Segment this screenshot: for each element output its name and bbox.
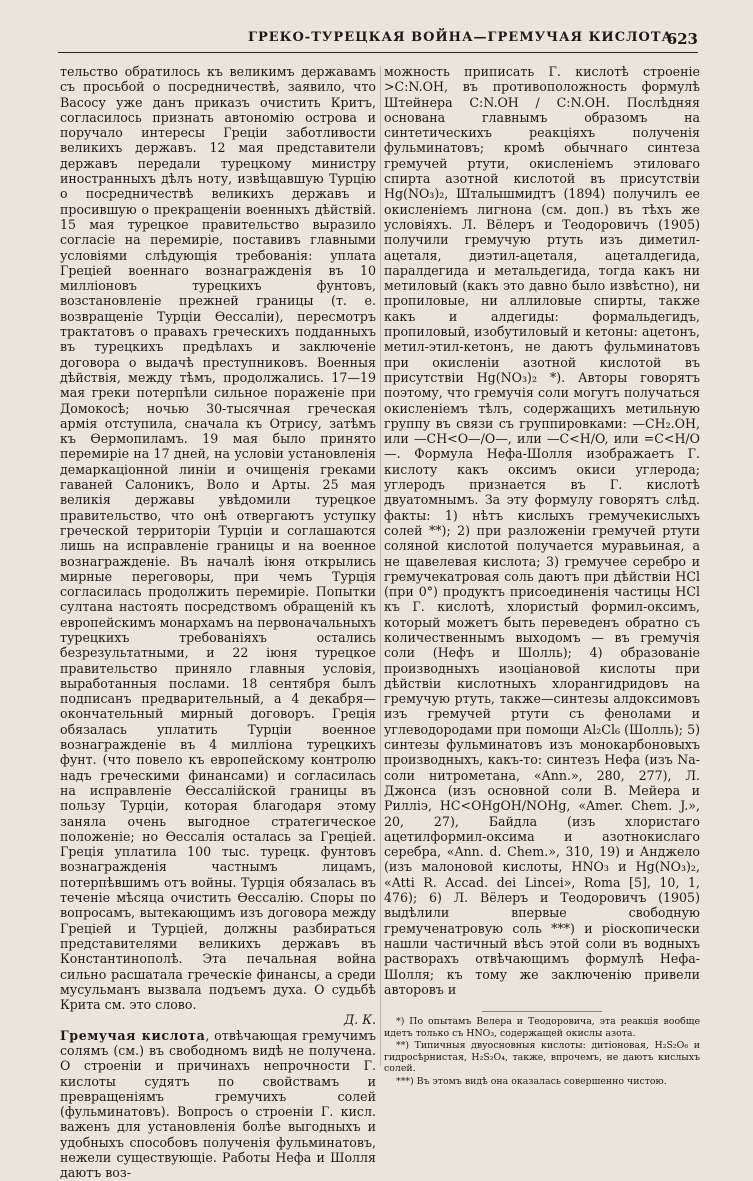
running-title: ГРЕКО-ТУРЕЦКАЯ ВОЙНА—ГРЕМУЧАЯ КИСЛОТА — [248, 30, 674, 45]
footnote: **) Типичныя двуосновныя кислоты: дитіоновая, H₂S₂O₆ и гидросѣрнистая, H₂S₂O₄, также, впрочемъ, не даютъ кислыхъ солей. — [384, 1040, 700, 1075]
footnote: ***) Въ этомъ видѣ она оказалась совершенно чистою. — [396, 1076, 667, 1088]
article-text-fulminic-acid-continued: можность приписать Г. кислотѣ строеніе >C:N.OH, въ противоположность формулѣ Штейнера C:N.OH / C:N.OH. Послѣдняя основана главнымъ образомъ на синтетическихъ реакціяхъ полученія фульминатовъ; кромѣ обычнаго синтеза гремучей ртути, окисленіемъ этиловаго спирта азотной кислотой въ присутствіи Hg(NO₃)₂, Шталышмидтъ (1894) получилъ ее окисленіемъ лигнона (см. доп.) въ тѣхъ же условіяхъ. Л. Вёлеръ и Теодоровичъ (1905) получили гремучую ртуть изъ диметил-ацеталя, диэтил-ацеталя, ацеталдегида, паралдегида и метальдегида, тогда какъ ни метиловый (какъ это давно было извѣстно), ни пропиловые, ни аллиловые спирты, также какъ и алдегиды: формальдегидъ, пропиловый, изобутиловый и кетоны: ацетонъ, метил-этил-кетонъ, не даютъ фульминатовъ при окисленіи азотной кислотой въ присутствіи Hg(NO₃)₂ *). Авторы говорятъ поэтому, что гремучія соли могутъ получаться окисленіемъ тѣлъ, содержащихъ метильную группу въ связи съ группировками: —CH₂.OH, или —CH<O—/O—, или —C<H/O, или =C<H/O—. Формула Нефа-Шолля изображаетъ Г. кислоту какъ оксимъ окиси углерода; углеродъ признается въ Г. кислотѣ двуатомнымъ. За эту формулу говорятъ слѣд. факты: 1) нѣтъ кислыхъ гремучекислыхъ солей **); 2) при разложеніи гремучей ртути соляной кислотой получается муравьиная, а не щавелевая кислота; 3) гремучее серебро и гремучекатровая соль даютъ при дѣйствіи HCl (при 0°) продуктъ присоединенія частицы HCl къ Г. кислотѣ, хлористый формил-оксимъ, который можетъ быть переведенъ обратно съ количественнымъ выходомъ — въ гремучія соли (Нефъ и Шолль); 4) образованіе производныхъ изоціановой кислоты при дѣйствіи кислотныхъ хлорангидридовъ на гремучую ртуть, также—синтезы алдоксимовъ изъ гремучей ртути съ фенолами и углеводородами при помощи Al₂Cl₆ (Шолль); 5) синтезы фульминатовъ изъ монокарбоновыхъ производныхъ, какъ-то: синтезъ Нефа (изъ Na-соли нитрометана, «Ann.», 280, 277), Л. Джонса (изъ основной соли В. Мейера и Рилліэ, HC<OHgOH/NOHg, «Amer. Chem. J.», 20, 27), Байдла (изъ хлористаго ацетилформил-оксима и азотнокислаго серебра, «Ann. d. Chem.», 310, 19) и Анджело (изъ малоновой кислоты, HNO₃ и Hg(NO₃)₂, «Atti R. Accad. dei Lincei», Roma [5], 10, 1, 476); 6) Л. Вёлеръ и Теодоровичъ (1905) выдѣлили впервые свободную гремученатровую соль ***) и ріоскопически нашли частичный вѣсъ этой соли въ водныхъ растворахъ отвѣчающимъ формулѣ Нефа-Шолля; къ тому же заключенію привели авторовъ и — [384, 64, 700, 997]
page-header — [58, 30, 698, 50]
article-title: Гремучая кислота — [60, 1027, 206, 1043]
left-column — [60, 64, 376, 1181]
article-text-fulminic-acid-start: , отвѣчающая гремучимъ солямъ (см.) въ свободномъ видѣ не получена. О строеніи и причинахъ непрочности Г. кислоты судятъ по свойствамъ и превращеніямъ гремучихъ солей (фульминатовъ). Вопросъ о строеніи Г. кисл. важенъ для установленія болѣе выгодныхъ и удобныхъ способовъ полученія фульминатовъ, нежели существующіе. Работы Нефа и Шолля даютъ воз- — [60, 1027, 376, 1181]
page-number: 623 — [666, 30, 698, 48]
author-signature: Д. К. — [344, 1012, 376, 1028]
footnote-rule — [482, 1011, 602, 1012]
header-rule — [58, 52, 698, 53]
column-divider — [380, 66, 381, 1066]
article-text-greco-turkish-war: тельство обратилось къ великимъ державамъ съ просьбой о посредничествѣ, заявило, что Васосу уже данъ приказъ очистить Критъ, согласилось признать автономію острова и поручало интересы Греціи заботливости великихъ державъ. 12 мая представители державъ передали турецкому министру иностранныхъ дѣлъ ноту, извѣщавшую Турцію о посредничествѣ великихъ державъ и просившую о прекращеніи военныхъ дѣйствій. 15 мая турецкое правительство выразило согласіе на перемиріе, поставивъ главными условіями слѣдующія требованія: уплата Греціей военнаго вознагражденія въ 10 милліоновъ турецкихъ фунтовъ, возстановленіе прежней границы (т. е. возвращеніе Турціи Ѳессаліи), пересмотръ трактатовъ о правахъ греческихъ подданныхъ въ турецкихъ предѣлахъ и заключеніе договора о выдачѣ преступниковъ. Военныя дѣйствія, между тѣмъ, продолжались. 17—19 мая греки потерпѣли сильное пораженіе при Домокосѣ; ночью 30-тысячная греческая армія отступила, сначала къ Отрису, затѣмъ къ Ѳермопиламъ. 19 мая было принято перемиріе на 17 дней, на условіи установленія демаркаціонной линіи и очищенія греками гаваней Салоникъ, Воло и Арты. 25 мая великія державы увѣдомили турецкое правительство, что онѣ отвергаютъ уступку греческой территоріи Турціи и соглашаются лишь на исправленіе границы и на военное вознагражденіе. Въ началѣ іюня открылись мирные переговоры, при чемъ Турція согласилась продолжить перемиріе. Попытки султана настоять посредствомъ обращеній къ европейскимъ монархамъ на первоначальныхъ турецкихъ требованіяхъ остались безрезультатными, и 22 іюня турецкое правительство приняло главныя условія, выработанныя послами. 18 сентября былъ подписанъ предварительный, а 4 декабря—окончательный мирный договоръ. Греція обязалась уплатить Турціи военное вознагражденіе въ 4 милліона турецкихъ фунт. (что повело къ европейскому контролю надъ греческими финансами) и согласилась на исправленіе Ѳессалійской границы въ пользу Турціи, которая благодаря этому заняла очень выгодное стратегическое положеніе; но Ѳессалія осталась за Греціей. Греція уплатила 100 тыс. турецк. фунтовъ вознагражденія частнымъ лицамъ, потерпѣвшимъ отъ войны. Турція обязалась въ теченіе мѣсяца очистить Ѳессалію. Споры по вопросамъ, вытекающимъ изъ договора между Греціей и Турціей, должны разбираться представителями великихъ державъ въ Константинополѣ. Эта печальная война сильно расшатала греческіе финансы, а среди мусульманъ вызвала подъемъ духа. О судьбѣ Крита см. это слово. — [60, 64, 376, 1013]
right-column — [384, 64, 700, 1088]
footnote: *) По опытамъ Велера и Теодоровича, эта реакція вообще идетъ только съ HNO₃, содержащей окислы азота. — [384, 1016, 700, 1039]
footnotes — [384, 1007, 700, 1088]
